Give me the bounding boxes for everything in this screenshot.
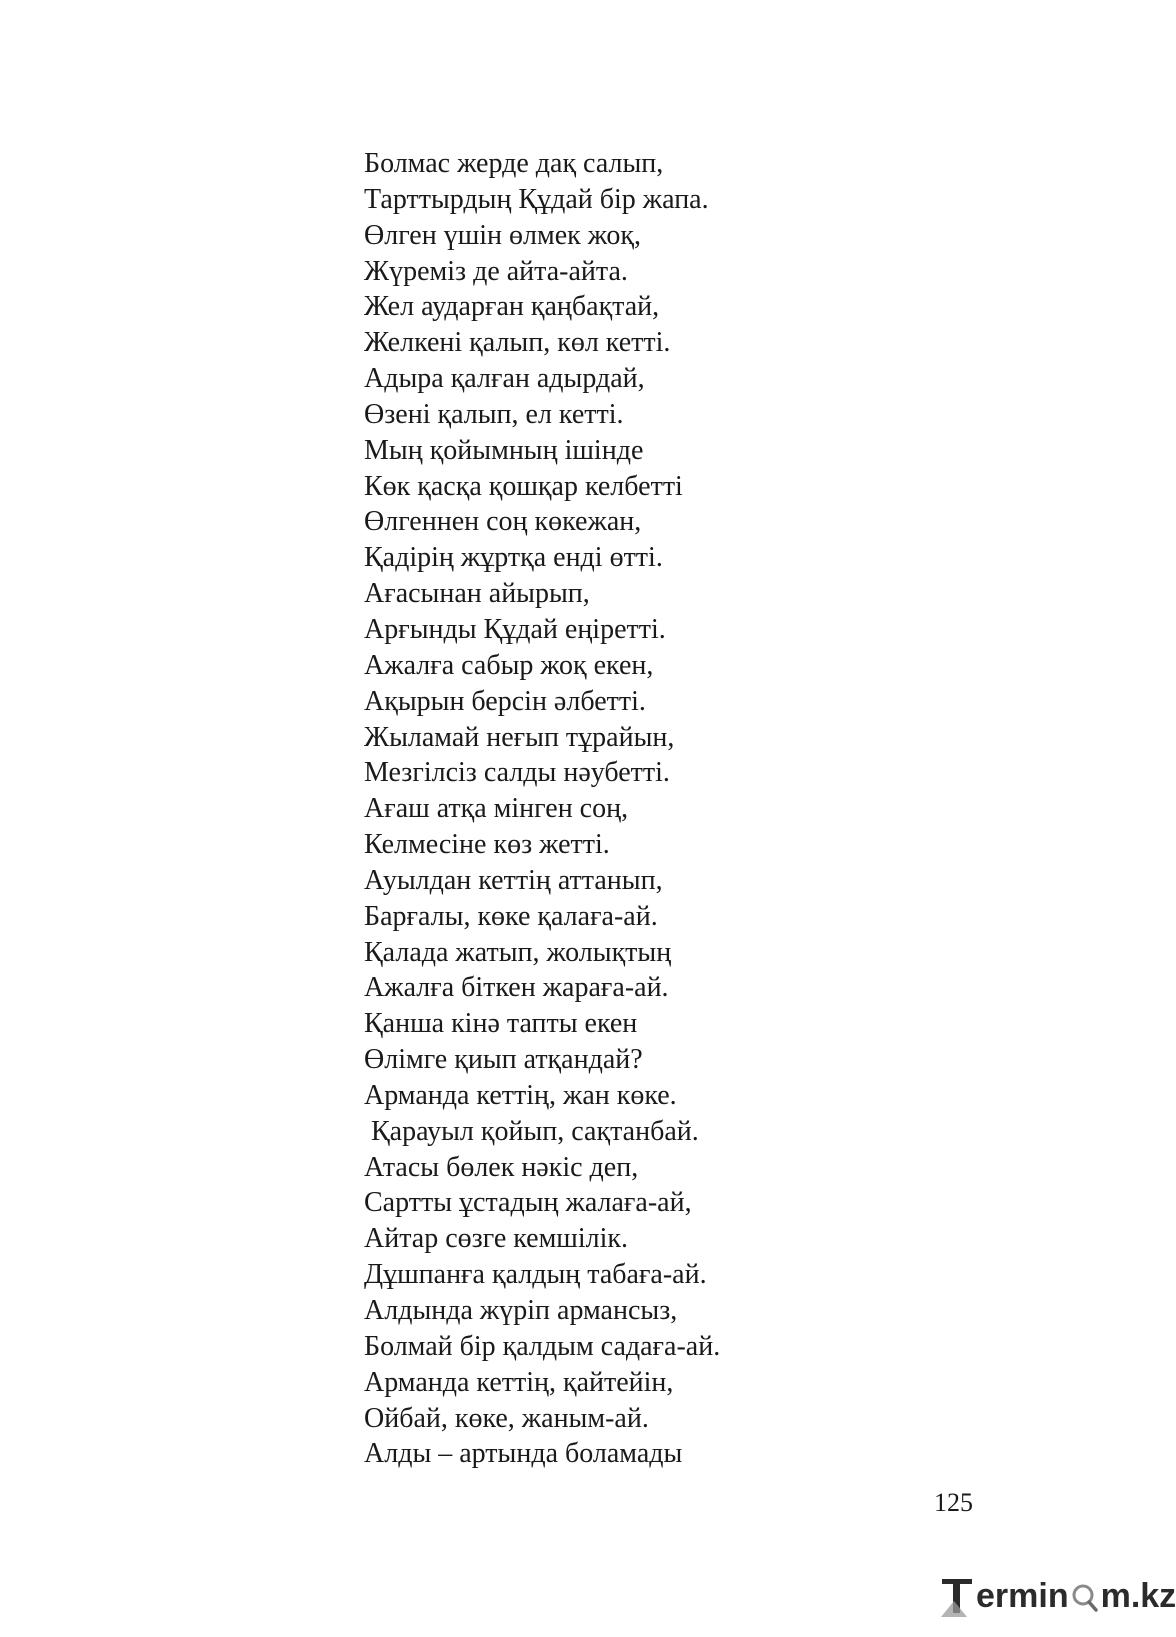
- poem-line: Өлгеннен соң көкежан,: [364, 506, 642, 538]
- poem-text: [364, 146, 720, 1472]
- poem-line: Желкені қалып, көл кетті.: [364, 327, 671, 359]
- poem-line: Өзені қалып, ел кетті.: [364, 398, 624, 430]
- poem-line: Жел аударған қаңбақтай,: [364, 291, 660, 323]
- poem-line: Ажалға сабыр жоқ екен,: [364, 649, 654, 681]
- poem-line: Келмесіне көз жетті.: [364, 829, 610, 861]
- poem-line: Қалада жатып, жолықтың: [364, 936, 672, 968]
- poem-line: Барғалы, көке қалаға-ай.: [364, 900, 658, 932]
- watermark-text-end: m.kz: [1100, 1576, 1176, 1615]
- poem-line: Арманда кеттің, жан көке.: [364, 1079, 677, 1111]
- termincom-watermark: [940, 1568, 1176, 1624]
- poem-line: Ойбай, көке, жаным-ай.: [364, 1402, 649, 1434]
- poem-line: Болмас жерде дақ салып,: [364, 148, 664, 179]
- poem-line: Ауылдан кеттің аттанып,: [364, 864, 663, 896]
- poem-line: Алды – артында боламады: [364, 1438, 683, 1470]
- poem-line: Тарттырдың Құдай бір жапа.: [364, 183, 709, 215]
- page-number: 125: [934, 1488, 973, 1517]
- poem-line: Ажалға біткен жараға-ай.: [364, 972, 669, 1004]
- poem-line: Мезгілсіз салды нәубетті.: [364, 757, 670, 789]
- poem-line: Ағаш атқа мінген соң,: [364, 793, 629, 825]
- poem-line: Қанша кінә тапты екен: [364, 1008, 638, 1040]
- poem-line: Айтар сөзге кемшілік.: [364, 1223, 628, 1255]
- poem-line: Болмай бір қалдым садаға-ай.: [364, 1330, 721, 1362]
- watermark-text-start: ermin: [976, 1576, 1069, 1615]
- poem-line: Адыра қалған адырдай,: [364, 363, 645, 395]
- poem-line: Өлген үшін өлмек жоқ,: [364, 219, 642, 251]
- poem-line: Ақырын берсін әлбетті.: [364, 685, 646, 717]
- t-logo-icon: [940, 1573, 974, 1619]
- poem-line: Арғынды Құдай еңіретті.: [364, 613, 666, 645]
- poem-line: Ағасынан айырып,: [364, 578, 590, 610]
- magnifier-icon: [1070, 1579, 1100, 1613]
- poem-line: Дұшпанға қалдың табаға-ай.: [364, 1259, 707, 1291]
- poem-line: Сартты ұстадың жалаға-ай,: [364, 1187, 692, 1219]
- poem-line: Жүреміз де айта-айта.: [364, 255, 628, 287]
- poem-line: Өлімге қиып атқандай?: [364, 1044, 643, 1076]
- poem-line: Қадірің жұртқа енді өтті.: [364, 542, 663, 574]
- poem-line: Көк қасқа қошқар келбетті: [364, 470, 683, 502]
- poem-line: Мың қойымның ішінде: [364, 434, 644, 466]
- poem-line: Қарауыл қойып, сақтанбай.: [364, 1115, 699, 1147]
- poem-line: Жыламай неғып тұрайын,: [364, 721, 675, 753]
- poem-line: Арманда кеттің, қайтейін,: [364, 1366, 674, 1398]
- poem-line: Атасы бөлек нәкіс деп,: [364, 1151, 639, 1183]
- poem-line: Алдында жүріп армансыз,: [364, 1295, 678, 1326]
